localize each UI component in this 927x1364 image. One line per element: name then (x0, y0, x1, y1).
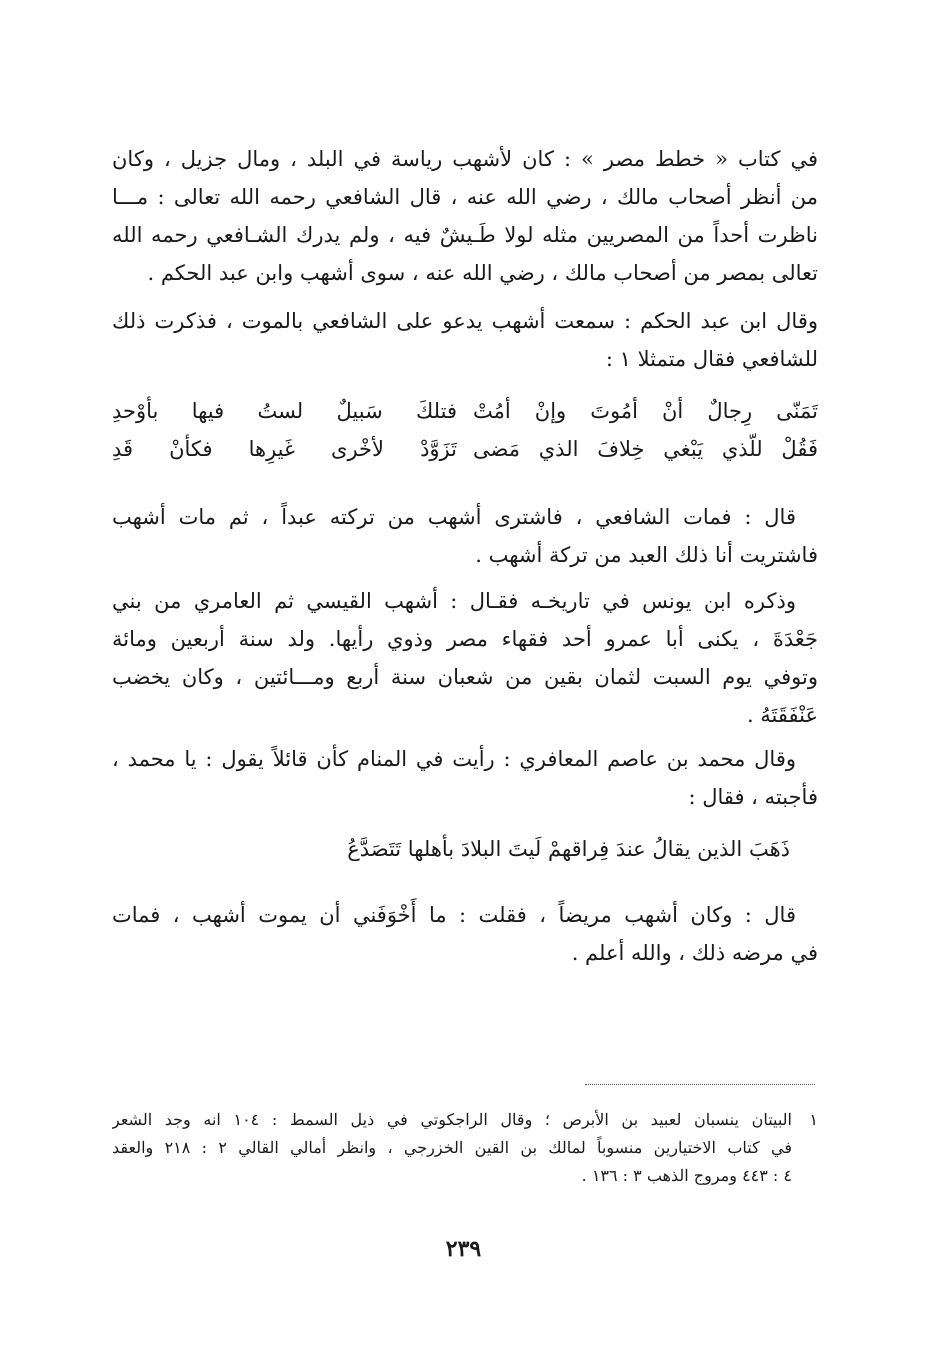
body-line: في كتاب « خطط مصر » : كان لأشهب رياسة في البلد ، ومال جزيل ، وكان (112, 147, 818, 171)
body-line: قال : وكان أشهب مريضاً ، فقلت : ما أَخْوَفَني أن يموت أشهب ، فمات (112, 903, 796, 927)
body-line: وتوفي يوم السبت لثمان بقين من شعبان سنة أربع ومـــائتين ، وكان يخضب (112, 665, 818, 689)
paragraph-1 (112, 140, 818, 292)
footnote-line: في كتاب الاختيارين منسوباً لمالك بن القين الخزرجي ، وانظر أمالي القالي ٢ : ٢١٨ والعقد (112, 1138, 792, 1157)
paragraph-3 (112, 498, 818, 574)
body-line: فاشتريت أنا ذلك العبد من تركة أشهب . (475, 543, 818, 567)
body-line: قال : فمات الشافعي ، فاشترى أشهب من تركته عبداً ، ثم مات أشهب (112, 505, 796, 529)
page-number: ٢٣٩ (445, 1236, 482, 1262)
verse-line (112, 392, 818, 430)
paragraph-4 (112, 582, 818, 734)
body-line: وذكره ابن يونس في تاريخـه فقـال : أشهب القيسي ثم العامري من بني (112, 589, 796, 613)
body-line: ناظرت أحداً من المصريين مثله لولا طَـيشٌ فيه ، ولم يدرك الشـافعي رحمه الله (112, 223, 818, 247)
footnote-line: ٤ : ٤٤٣ ومروج الذهب ٣ : ١٣٦ . (581, 1166, 792, 1185)
paragraph-2 (112, 302, 818, 378)
verse-first-hemistich: تَمَنّى رِجالٌ أنْ أمُوتَ وإنْ أمُتْ (473, 399, 818, 423)
verse-first-hemistich: فَقُلْ للّذي يَبْغي خِلافَ الذي مَضى (473, 437, 818, 461)
footnote (112, 1106, 818, 1190)
paragraph-6 (112, 896, 818, 972)
footnote-number: ١ (809, 1110, 818, 1129)
verse-block-1 (112, 392, 818, 468)
body-line: للشافعي فقال متمثلا ١ : (605, 347, 818, 371)
footnote-text: البيتان ينسبان لعبيد بن الأبرص ؛ وقال الراجكوتي في ذيل السمط : ١٠٤ انه وجد الشعر (112, 1110, 792, 1129)
body-line: عَنْفَقَتَهُ . (746, 703, 818, 727)
verse-second-hemistich: فتلكَ سَبيلٌ لستُ فيها بأوْحدِ (112, 399, 457, 423)
footnote-line (112, 1106, 818, 1134)
body-line: من أنظر أصحاب مالك ، رضي الله عنه ، قال الشافعي رحمه الله تعالى : مـــا (112, 185, 818, 209)
footnote-separator (585, 1084, 815, 1085)
body-line: وقال ابن عبد الحكم : سمعت أشهب يدعو على الشافعي بالموت ، فذكرت ذلك (112, 309, 818, 333)
paragraph-5 (112, 740, 818, 816)
body-line: فأجبته ، فقال : (688, 785, 818, 809)
body-line: تعالى بمصر من أصحاب مالك ، رضي الله عنه ، سوى أشهب وابن عبد الحكم . (147, 261, 818, 285)
body-line: جَعْدَةَ ، يكنى أبا عمرو أحد فقهاء مصر وذوي رأيها. ولد سنة أربعين ومائة (112, 627, 818, 651)
verse-block-2 (112, 830, 818, 868)
verse-line (112, 430, 818, 468)
verse-second-hemistich: تَزَوَّدْ لأخْرى غَيرِها فكأنْ قَدِ (112, 437, 457, 461)
body-line: في مرضه ذلك ، والله أعلم . (571, 941, 818, 965)
verse-line: ذَهَبَ الذين يقالُ عندَ فِراقهمْ لَيتَ البلادَ بأهلها تَتَصَدَّعُ (347, 837, 790, 861)
body-line: وقال محمد بن عاصم المعافري : رأيت في المنام كأن قائلاً يقول : يا محمد ، (112, 747, 796, 771)
